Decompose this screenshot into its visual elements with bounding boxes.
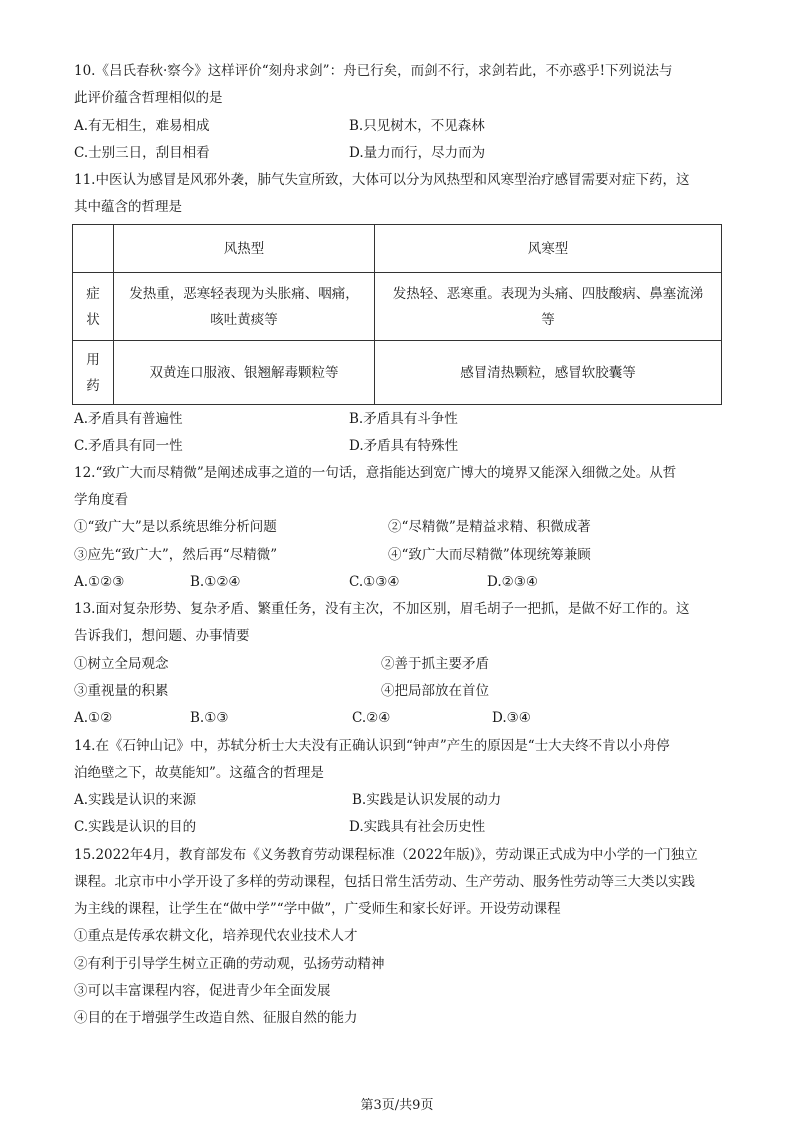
q10-stem-line2: 此评价蕴含哲理相似的是 <box>74 90 223 106</box>
q13-option-a: A.①② <box>74 710 113 726</box>
q14-stem-line2: 泊绝壁之下，故莫能知”。这蕴含的哲理是 <box>74 765 324 781</box>
symptom-wind-heat <box>114 273 375 341</box>
q11-stem-line2: 其中蕴含的哲理是 <box>74 199 182 215</box>
symptom-wind-heat-line2: 咳吐黄痰等 <box>210 311 278 328</box>
page-footer: 第3页/共9页 <box>360 1098 434 1113</box>
symptom-wind-cold <box>375 273 722 341</box>
row-label-symptom-1: 症 <box>86 285 100 302</box>
col-header-wind-heat: 风热型 <box>114 225 375 273</box>
q12-item-2: ②“尽精微”是精益求精、积微成著 <box>388 519 591 535</box>
q12-option-b: B.①②④ <box>190 574 241 590</box>
q10-option-d: D.量力而行，尽力而为 <box>349 145 486 161</box>
symptom-wind-heat-line1: 发热重，恶寒轻表现为头胀痛、咽痛， <box>129 285 359 302</box>
q12-item-3: ③应先“致广大”，然后再“尽精微” <box>74 547 278 563</box>
q12-item-1: ①“致广大”是以系统思维分析问题 <box>74 519 277 535</box>
q13-item-1: ①树立全局观念 <box>74 656 169 672</box>
q13-item-4: ④把局部放在首位 <box>381 683 489 699</box>
row-label-medicine <box>73 341 114 405</box>
q10-option-b: B.只见树木，不见森林 <box>349 118 485 134</box>
row-label-medicine-1: 用 <box>86 351 100 368</box>
q15-item-4: ④目的在于增强学生改造自然、征服自然的能力 <box>74 1010 358 1026</box>
q15-item-3: ③可以丰富课程内容，促进青少年全面发展 <box>74 983 331 999</box>
q14-option-b: B.实践是认识发展的动力 <box>352 792 502 808</box>
q14-option-a: A.实践是认识的来源 <box>74 792 197 808</box>
q10-stem-line1: 10.《吕氏春秋·察今》这样评价“刻舟求剑”：舟已行矣，而剑不行，求剑若此，不亦惑乎!下列说法与 <box>74 63 673 79</box>
q12-stem-line2: 学角度看 <box>74 492 128 508</box>
q11-option-a: A.矛盾具有普遍性 <box>74 411 183 427</box>
q13-item-2: ②善于抓主要矛盾 <box>381 656 489 672</box>
row-label-symptom-2: 状 <box>86 311 100 328</box>
col-header-wind-cold: 风寒型 <box>375 225 722 273</box>
q14-option-c: C.实践是认识的目的 <box>74 819 197 835</box>
q13-option-d: D.③④ <box>492 710 531 726</box>
q15-item-2: ②有利于引导学生树立正确的劳动观，弘扬劳动精神 <box>74 956 385 972</box>
row-label-medicine-2: 药 <box>86 377 100 394</box>
symptom-wind-cold-line2: 等 <box>541 311 555 328</box>
q15-item-1: ①重点是传承农耕文化，培养现代农业技术人才 <box>74 928 358 944</box>
medicine-wind-heat: 双黄连口服液、银翘解毒颗粒等 <box>114 341 375 405</box>
q12-option-c: C.①③④ <box>349 574 400 590</box>
cold-type-table <box>72 224 722 405</box>
q15-stem-line1: 15.2022年4月，教育部发布《义务教育劳动课程标准（2022年版)》，劳动课正式成为中小学的一门独立 <box>74 847 698 863</box>
q13-stem-line1: 13.面对复杂形势、复杂矛盾、繁重任务，没有主次，不加区别，眉毛胡子一把抓，是做不好工作的。这 <box>74 601 690 617</box>
q13-stem-line2: 告诉我们，想问题、办事情要 <box>74 628 250 644</box>
q13-option-c: C.②④ <box>352 710 391 726</box>
symptom-wind-cold-line1: 发热轻、恶寒重。表现为头痛、四肢酸病、鼻塞流涕 <box>392 285 704 302</box>
medicine-wind-cold: 感冒清热颗粒，感冒软胶囊等 <box>375 341 722 405</box>
q15-stem-line2: 课程。北京市中小学开设了多样的劳动课程，包括日常生活劳动、生产劳动、服务性劳动等三大类以实践 <box>74 874 695 890</box>
q14-option-d: D.实践具有社会历史性 <box>349 819 486 835</box>
q12-option-a: A.①②③ <box>74 574 125 590</box>
q12-item-4: ④“致广大而尽精微”体现统筹兼顾 <box>388 547 591 563</box>
q10-option-c: C.士别三日，刮目相看 <box>74 145 210 161</box>
q15-stem-line3: 为主线的课程，让学生在“做中学”“学中做”，广受师生和家长好评。开设劳动课程 <box>74 901 561 917</box>
q11-option-c: C.矛盾具有同一性 <box>74 438 183 454</box>
q11-stem-line1: 11.中医认为感冒是风邪外袭，肺气失宣所致，大体可以分为风热型和风寒型治疗感冒需要对症下药，这 <box>74 172 690 188</box>
q13-option-b: B.①③ <box>190 710 229 726</box>
row-label-symptom <box>73 273 114 341</box>
table-corner-cell <box>73 225 114 273</box>
q10-option-a: A.有无相生，难易相成 <box>74 118 210 134</box>
q12-option-d: D.②③④ <box>487 574 538 590</box>
q13-item-3: ③重视量的积累 <box>74 683 169 699</box>
q12-stem-line1: 12.“致广大而尽精微”是阐述成事之道的一句话，意指能达到宽广博大的境界又能深入细微之处。从哲 <box>74 465 677 481</box>
q14-stem-line1: 14.在《石钟山记》中，苏轼分析士大夫没有正确认识到“钟声”产生的原因是“士大夫终不肯以小舟停 <box>74 738 670 754</box>
q11-option-d: D.矛盾具有特殊性 <box>349 438 459 454</box>
q11-option-b: B.矛盾具有斗争性 <box>349 411 458 427</box>
